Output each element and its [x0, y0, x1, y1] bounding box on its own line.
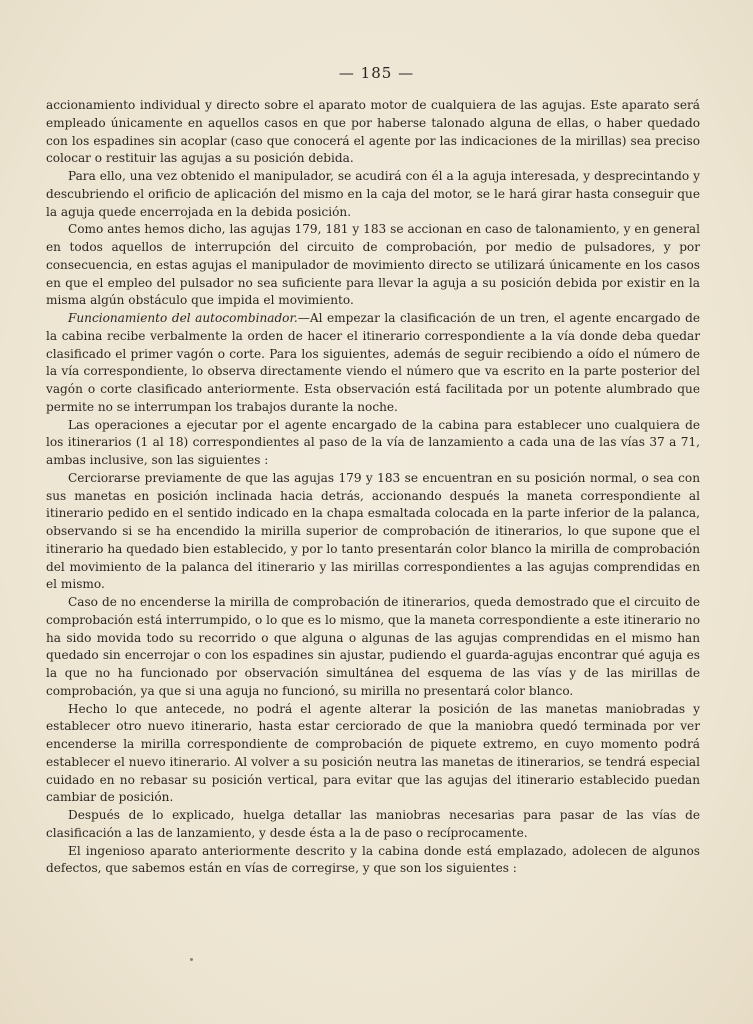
- paragraph: Para ello, una vez obtenido el manipulador, se acudirá con él a la aguja interesada, y desprecintando y descubriendo el orificio de aplicación del mismo en la caja del motor, se le hará girar hasta conseguir que la aguja quede encerrojada en la debida posición.: [46, 169, 700, 219]
- paragraph: El ingenioso aparato anteriormente descrito y la cabina donde está emplazado, adolecen de algunos defectos, que sabemos están en vías de corregirse, y que son los siguientes :: [46, 843, 700, 876]
- paragraph-text: —Al empezar la clasificación de un tren, el agente encargado de la cabina recibe verbalmente la orden de hacer el itinerario correspondiente a la vía donde deba quedar clasificado el primer vagón o corte. Para los siguientes, además de seguir recibiendo a oído el número de la vía correspondiente, lo observa directamente viendo el número que va escrito en la parte posterior del vagón o corte clasificado anteriormente. Esta observación está facilitada por un potente alumbrado que permite no se interrumpan los trabajos durante la noche.: [46, 311, 700, 414]
- paragraph: Caso de no encenderse la mirilla de comprobación de itinerarios, queda demostrado que el circuito de comprobación está interrumpido, o lo que es lo mismo, que la maneta correspondiente a este itinerario no ha sido movida todo su recorrido o que alguna o algunas de las agujas comprendidas en el mismo han quedado sin encerrojar o con los espadines sin ajustar, pudiendo el guarda-agujas encontrar qué aguja es la que no ha funcionado por observación simultánea del esquema de las vías y de las mirillas de comprobación, ya que si una aguja no funcionó, su mirilla no presentará color blanco.: [46, 595, 700, 698]
- body-text: [46, 97, 700, 878]
- paragraph: [46, 310, 700, 417]
- paragraph: Cerciorarse previamente de que las agujas 179 y 183 se encuentran en su posición normal, o sea con sus manetas en posición inclinada hacia detrás, accionando después la maneta correspondiente al itinerario pedido en el sentido indicado en la chapa esmaltada colocada en la parte inferior de la palanca, observando si se ha encendido la mirilla superior de comprobación de itinerarios, lo que supone que el itinerario ha quedado bien establecido, y por lo tanto presentarán color blanco la mirilla de comprobación del movimiento de la palanca del itinerario y las mirillas correspondientes a las agujas comprendidas en el mismo.: [46, 470, 700, 592]
- section-heading: Funcionamiento del autocombinador.: [68, 311, 298, 325]
- paper-speck: [190, 958, 193, 961]
- paragraph: Hecho lo que antecede, no podrá el agente alterar la posición de las manetas maniobradas y establecer otro nuevo itinerario, hasta estar cerciorado de que la maniobra quedó terminada por ver encenderse la mirilla correspondiente de comprobación de piquete extremo, en cuyo momento podrá establecer el nuevo itinerario. Al volver a su posición neutra las manetas de itinerarios, se tendrá especial cuidado en no rebasar su posición vertical, para evitar que las agujas del itinerario establecido puedan cambiar de posición.: [46, 701, 700, 805]
- paragraph: Las operaciones a ejecutar por el agente encargado de la cabina para establecer uno cualquiera de los itinerarios (1 al 18) correspondientes al paso de la vía de lanzamiento a cada una de las vías 37 a 71, ambas inclusive, son las siguientes :: [46, 417, 700, 467]
- paragraph: Como antes hemos dicho, las agujas 179, 181 y 183 se accionan en caso de talonamiento, y en general en todos aquellos de interrupción del circuito de comprobación, por medio de pulsadores, y por consecuencia, en estas agujas el manipulador de movimiento directo se utilizará únicamente en los casos en que el empleo del pulsador no sea suficiente para llevar la aguja a su posición debida por existir en la misma algún obstáculo que impida el movimiento.: [46, 222, 700, 308]
- paragraph: accionamiento individual y directo sobre el aparato motor de cualquiera de las agujas. Este aparato será empleado únicamente en aquellos casos en que por haberse talonado alguna de ellas, o haber quedado con los espadines sin acoplar (caso que conocerá el agente por las indicaciones de la mirillas) sea preciso colocar o restituir las agujas a su posición debida.: [46, 98, 700, 166]
- paragraph: Después de lo explicado, huelga detallar las maniobras necesarias para pasar de las vías de clasificación a las de lanzamiento, y desde ésta a la de paso o recíprocamente.: [46, 808, 700, 840]
- page-number: — 185 —: [338, 64, 415, 82]
